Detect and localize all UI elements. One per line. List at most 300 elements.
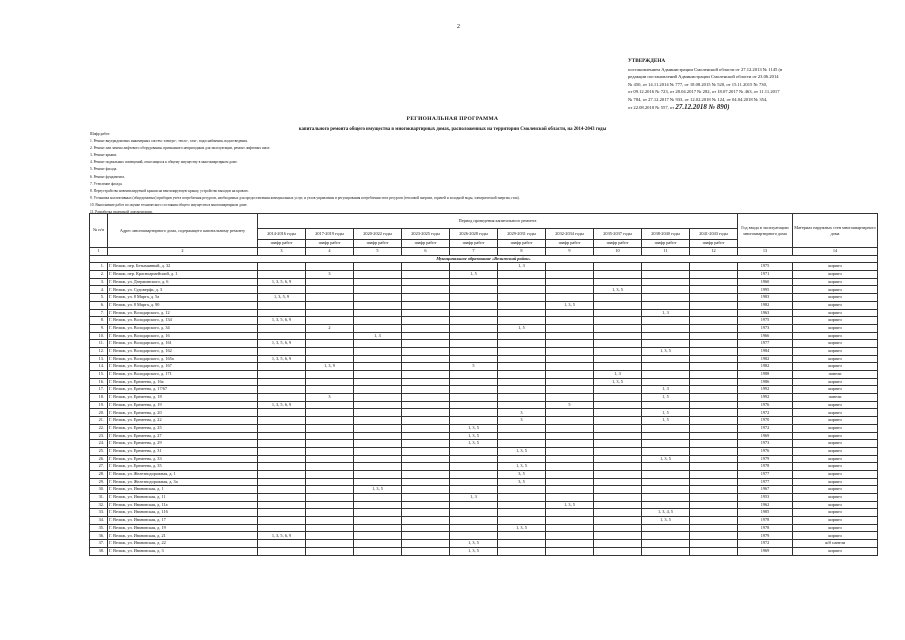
row-work-codes: 1, 3, 5 xyxy=(594,378,642,386)
row-number: 27. xyxy=(90,463,108,471)
row-number: 37. xyxy=(90,540,108,548)
row-work-codes xyxy=(450,517,498,525)
row-work-codes xyxy=(546,271,594,279)
approval-line: от 09.12.2016 № 723, от 28.04.2017 № 282, от 18.07.2017 № 463, от 11.11.2017 xyxy=(628,89,780,95)
row-address: Г. Велиж, ул. Ивановская, д. 22 xyxy=(108,540,258,548)
row-year: 1977 xyxy=(738,478,793,486)
row-work-codes xyxy=(546,547,594,555)
row-work-codes xyxy=(306,317,354,325)
row-address: Г. Велиж, ул. Еремеева, д. 20 xyxy=(108,409,258,417)
row-work-codes: 1, 3, 5 xyxy=(498,524,546,532)
row-year: 1975 xyxy=(738,317,793,325)
row-work-codes xyxy=(258,547,306,555)
row-year: 1973 xyxy=(738,324,793,332)
row-work-codes xyxy=(306,463,354,471)
row-material: кирпич xyxy=(793,470,878,478)
row-work-codes xyxy=(354,394,402,402)
works-legend-item: 7. Утепление фасада. xyxy=(90,181,123,186)
row-work-codes xyxy=(594,324,642,332)
row-work-codes xyxy=(306,432,354,440)
row-work-codes xyxy=(450,324,498,332)
row-address: Г. Велиж, ул. Еремеева, д. 27 xyxy=(108,432,258,440)
row-work-codes xyxy=(402,278,450,286)
row-number: 31. xyxy=(90,494,108,502)
row-material: кирпич xyxy=(793,424,878,432)
row-work-codes xyxy=(594,455,642,463)
table-row xyxy=(90,409,878,417)
row-work-codes: 1, 3, 5 xyxy=(450,432,498,440)
works-legend-item: 10. Выполнение работ по оценке технического состояния общего имущества в многоквартирном доме. xyxy=(90,202,248,207)
row-material: панели xyxy=(793,394,878,402)
row-year: 1960 xyxy=(738,278,793,286)
row-work-codes xyxy=(306,447,354,455)
row-year: 1963 xyxy=(738,309,793,317)
table-row xyxy=(90,547,878,555)
row-work-codes xyxy=(690,447,738,455)
row-work-codes xyxy=(354,478,402,486)
works-legend-item: 11. Разработка проектной документации. xyxy=(90,210,153,215)
row-work-codes xyxy=(258,470,306,478)
row-year: 1970 xyxy=(738,417,793,425)
row-work-codes xyxy=(546,470,594,478)
col-header-works-code: шифр работ xyxy=(546,240,594,248)
table-row xyxy=(90,532,878,540)
row-work-codes xyxy=(594,401,642,409)
row-material: кирпич xyxy=(793,263,878,271)
row-work-codes xyxy=(546,363,594,371)
row-work-codes xyxy=(642,263,690,271)
column-number: 2 xyxy=(108,248,258,256)
row-work-codes xyxy=(402,317,450,325)
row-work-codes xyxy=(354,540,402,548)
row-work-codes xyxy=(690,301,738,309)
col-header-period-range: 2014-2016 годы xyxy=(258,229,306,240)
row-work-codes xyxy=(354,547,402,555)
row-work-codes: 3 xyxy=(306,271,354,279)
row-work-codes: 1, 3, 5 xyxy=(594,286,642,294)
table-row xyxy=(90,517,878,525)
row-work-codes: 1, 5 xyxy=(450,271,498,279)
row-work-codes xyxy=(690,332,738,340)
row-address: Г. Велиж, ул. Ивановская, д. 17 xyxy=(108,517,258,525)
row-work-codes xyxy=(354,470,402,478)
row-work-codes xyxy=(642,378,690,386)
row-work-codes xyxy=(450,340,498,348)
row-work-codes xyxy=(402,524,450,532)
row-work-codes: 1, 3, 5 xyxy=(450,440,498,448)
row-work-codes xyxy=(402,347,450,355)
approval-block xyxy=(628,58,890,111)
row-work-codes xyxy=(690,278,738,286)
table-row xyxy=(90,440,878,448)
row-work-codes xyxy=(354,378,402,386)
col-header-period-range: 2020-2022 годы xyxy=(354,229,402,240)
row-work-codes xyxy=(306,532,354,540)
row-work-codes: 3, 5 xyxy=(498,470,546,478)
row-work-codes xyxy=(402,440,450,448)
row-work-codes xyxy=(498,347,546,355)
table-row xyxy=(90,271,878,279)
row-work-codes xyxy=(546,440,594,448)
col-header-address: Адрес многоквартирного дома, содержащего капитальному ремонту xyxy=(108,214,258,248)
row-work-codes xyxy=(690,355,738,363)
column-number: 6 xyxy=(402,248,450,256)
row-work-codes xyxy=(498,386,546,394)
row-work-codes xyxy=(498,332,546,340)
row-work-codes xyxy=(690,386,738,394)
row-year: 1972 xyxy=(738,540,793,548)
row-work-codes xyxy=(354,409,402,417)
row-material: панели xyxy=(793,371,878,379)
row-work-codes xyxy=(498,286,546,294)
row-work-codes xyxy=(594,440,642,448)
row-work-codes xyxy=(258,286,306,294)
approval-line: редакции постановлений Администрации Смоленской области от 23.06.2014 xyxy=(628,74,779,80)
row-work-codes xyxy=(354,447,402,455)
row-number: 32. xyxy=(90,501,108,509)
col-header-works-code: шифр работ xyxy=(258,240,306,248)
row-work-codes xyxy=(258,440,306,448)
row-work-codes xyxy=(690,486,738,494)
row-work-codes: 1, 3, 5 xyxy=(642,347,690,355)
column-number: 7 xyxy=(450,248,498,256)
row-work-codes xyxy=(306,378,354,386)
row-work-codes xyxy=(546,524,594,532)
row-work-codes: 1, 3, 5 xyxy=(642,455,690,463)
row-work-codes xyxy=(354,278,402,286)
row-work-codes xyxy=(258,524,306,532)
row-work-codes xyxy=(690,309,738,317)
col-header-works-code: шифр работ xyxy=(498,240,546,248)
row-work-codes xyxy=(258,371,306,379)
row-work-codes: 1, 5 xyxy=(642,394,690,402)
row-address: Г. Велиж, ул. Володарского, д. 165а xyxy=(108,355,258,363)
row-work-codes xyxy=(498,540,546,548)
row-work-codes xyxy=(594,294,642,302)
works-legend-item: Шифр работ: xyxy=(90,132,111,136)
row-work-codes: 1, 3, 5 xyxy=(450,547,498,555)
row-work-codes xyxy=(258,540,306,548)
row-work-codes xyxy=(354,263,402,271)
row-work-codes xyxy=(450,455,498,463)
row-material: кирпич xyxy=(793,455,878,463)
row-work-codes xyxy=(546,417,594,425)
row-address: Г. Велиж, ул. Еремеева, д. 31 xyxy=(108,447,258,455)
row-work-codes xyxy=(546,463,594,471)
row-year: 1979 xyxy=(738,532,793,540)
row-work-codes xyxy=(594,417,642,425)
row-work-codes xyxy=(354,355,402,363)
row-work-codes xyxy=(690,532,738,540)
row-material: кирпич xyxy=(793,347,878,355)
row-work-codes: 1, 3, 5, 6, 9 xyxy=(258,278,306,286)
row-work-codes xyxy=(690,263,738,271)
row-work-codes xyxy=(402,409,450,417)
table-row xyxy=(90,509,878,517)
row-work-codes xyxy=(690,409,738,417)
row-work-codes xyxy=(546,332,594,340)
row-work-codes xyxy=(306,455,354,463)
row-work-codes xyxy=(546,324,594,332)
row-work-codes xyxy=(642,324,690,332)
row-work-codes xyxy=(498,355,546,363)
table-row xyxy=(90,463,878,471)
row-work-codes: 1, 3, 5, 9 xyxy=(258,294,306,302)
row-work-codes xyxy=(402,509,450,517)
row-address: Г. Велиж, ул. Еремеева, д. 17/67 xyxy=(108,386,258,394)
row-work-codes xyxy=(546,263,594,271)
col-header-year: Год ввода в эксплуатацию многоквартирного дома xyxy=(738,214,793,248)
table-row xyxy=(90,347,878,355)
row-work-codes: 1, 3, 5 xyxy=(354,486,402,494)
row-number: 2. xyxy=(90,271,108,279)
column-number: 4 xyxy=(306,248,354,256)
col-header-period-range: 2038-2040 годы xyxy=(642,229,690,240)
row-year: 1985 xyxy=(738,509,793,517)
row-work-codes xyxy=(306,540,354,548)
row-work-codes: 1, 3, 4, 5 xyxy=(642,509,690,517)
row-work-codes xyxy=(594,540,642,548)
row-number: 7. xyxy=(90,309,108,317)
table-row xyxy=(90,494,878,502)
row-work-codes xyxy=(258,271,306,279)
row-work-codes xyxy=(306,524,354,532)
row-work-codes xyxy=(690,470,738,478)
col-header-works-code: шифр работ xyxy=(690,240,738,248)
row-work-codes xyxy=(450,317,498,325)
row-address: Г. Велиж, ул. Ивановская, д. 3 xyxy=(108,547,258,555)
row-work-codes xyxy=(546,378,594,386)
row-work-codes xyxy=(546,355,594,363)
row-material: кирпич xyxy=(793,417,878,425)
row-work-codes xyxy=(258,417,306,425)
row-work-codes xyxy=(402,401,450,409)
row-address: Г. Велиж, ул. Еремеева, д. 35 xyxy=(108,463,258,471)
row-work-codes xyxy=(402,424,450,432)
row-material: кирпич xyxy=(793,340,878,348)
row-work-codes xyxy=(354,363,402,371)
row-year: 1977 xyxy=(738,470,793,478)
row-work-codes xyxy=(498,424,546,432)
row-number: 13. xyxy=(90,355,108,363)
row-work-codes xyxy=(594,524,642,532)
table-row xyxy=(90,309,878,317)
row-address: Г. Велиж, ул. Ивановская, д. 21 xyxy=(108,532,258,540)
row-work-codes xyxy=(498,278,546,286)
row-work-codes xyxy=(450,309,498,317)
table-row xyxy=(90,371,878,379)
row-work-codes xyxy=(354,509,402,517)
row-work-codes xyxy=(450,501,498,509)
row-material: кирпич xyxy=(793,286,878,294)
row-year: 1988 xyxy=(738,371,793,379)
row-work-codes xyxy=(498,401,546,409)
row-year: 1967 xyxy=(738,486,793,494)
row-year: 1966 xyxy=(738,332,793,340)
row-work-codes xyxy=(690,271,738,279)
col-header-works-code: шифр работ xyxy=(402,240,450,248)
section-heading: Муниципальное образование «Велижский район» xyxy=(90,255,878,263)
table-row xyxy=(90,470,878,478)
row-material: кирпич xyxy=(793,447,878,455)
row-work-codes xyxy=(402,309,450,317)
row-number: 5. xyxy=(90,294,108,302)
row-address: Г. Велиж, ул. Ивановская, д. 116 xyxy=(108,509,258,517)
works-legend-item: 1. Ремонт внутридомовых инженерных систем: электро-, тепло-, газо-, водоснабжения, водоотведения. xyxy=(90,139,248,144)
table-row xyxy=(90,324,878,332)
row-material: кирпич xyxy=(793,501,878,509)
row-year: 1978 xyxy=(738,463,793,471)
row-work-codes xyxy=(450,524,498,532)
row-work-codes xyxy=(402,463,450,471)
works-legend-item: 8. Переустройство невентилируемой крыши на вентилируемую крышу, устройство выходов на кровлю. xyxy=(90,188,249,193)
row-work-codes xyxy=(258,494,306,502)
row-work-codes xyxy=(258,409,306,417)
row-work-codes xyxy=(690,540,738,548)
row-work-codes xyxy=(546,478,594,486)
row-work-codes: 1, 3 xyxy=(642,309,690,317)
row-work-codes xyxy=(402,355,450,363)
row-work-codes xyxy=(402,447,450,455)
row-work-codes xyxy=(498,309,546,317)
row-work-codes xyxy=(450,378,498,386)
row-work-codes: 1, 3 xyxy=(594,371,642,379)
row-work-codes xyxy=(306,309,354,317)
row-address: Г. Велиж, ул. Володарского, д. 162 xyxy=(108,347,258,355)
row-year: 1976 xyxy=(738,401,793,409)
row-work-codes: 1, 3, 5, 6, 9 xyxy=(258,532,306,540)
row-work-codes xyxy=(642,532,690,540)
row-work-codes xyxy=(306,501,354,509)
row-work-codes xyxy=(594,517,642,525)
row-work-codes xyxy=(546,509,594,517)
row-work-codes xyxy=(498,547,546,555)
row-material: кирпич xyxy=(793,271,878,279)
row-address: Г. Велиж, ул. Еремеева, д. 29 xyxy=(108,440,258,448)
row-year: 1984 xyxy=(738,347,793,355)
row-work-codes xyxy=(690,455,738,463)
row-work-codes xyxy=(594,355,642,363)
row-address: Г. Велиж, ул. Еремеева, д. 22 xyxy=(108,417,258,425)
row-work-codes xyxy=(498,440,546,448)
row-year: 1992 xyxy=(738,386,793,394)
row-work-codes xyxy=(306,486,354,494)
row-number: 6. xyxy=(90,301,108,309)
row-work-codes xyxy=(642,371,690,379)
row-work-codes xyxy=(594,271,642,279)
table-row xyxy=(90,455,878,463)
row-work-codes xyxy=(450,447,498,455)
row-work-codes xyxy=(402,301,450,309)
row-work-codes xyxy=(450,332,498,340)
row-work-codes xyxy=(594,332,642,340)
row-number: 23. xyxy=(90,432,108,440)
row-material: кирпич xyxy=(793,301,878,309)
row-address: Г. Велиж, ул. Володарского, д. 171 xyxy=(108,371,258,379)
row-number: 11. xyxy=(90,340,108,348)
row-number: 8. xyxy=(90,317,108,325)
row-address: Г. Велиж, ул. Еремеева, д. 25 xyxy=(108,424,258,432)
row-material: кирпич xyxy=(793,401,878,409)
row-work-codes xyxy=(498,363,546,371)
row-work-codes xyxy=(546,486,594,494)
row-work-codes xyxy=(450,286,498,294)
row-work-codes xyxy=(546,294,594,302)
document-subtitle: капитального ремонта общего имущества в многоквартирных домах, расположенных на территории Смоленской области, на 2014-2043 годы xyxy=(298,127,607,132)
row-work-codes xyxy=(642,470,690,478)
row-work-codes xyxy=(354,417,402,425)
row-work-codes xyxy=(690,524,738,532)
col-header-material: Материал наружных стен многоквартирного дома xyxy=(793,214,878,248)
row-work-codes xyxy=(690,294,738,302)
row-work-codes xyxy=(258,447,306,455)
row-work-codes xyxy=(594,532,642,540)
row-work-codes xyxy=(354,524,402,532)
row-work-codes xyxy=(354,494,402,502)
row-address: Г. Велиж, ул. Володарского, д. 161 xyxy=(108,340,258,348)
row-address: Г. Велиж, ул. Еремеева, д. 18 xyxy=(108,394,258,402)
table-row xyxy=(90,417,878,425)
row-work-codes xyxy=(258,432,306,440)
col-header-works-code: шифр работ xyxy=(642,240,690,248)
row-work-codes xyxy=(690,547,738,555)
col-header-works-code: шифр работ xyxy=(354,240,402,248)
row-number: 30. xyxy=(90,486,108,494)
row-work-codes xyxy=(594,447,642,455)
row-work-codes xyxy=(594,317,642,325)
repair-schedule-table xyxy=(89,213,878,556)
row-work-codes xyxy=(354,401,402,409)
col-header-period-range: 2017-2019 годы xyxy=(306,229,354,240)
row-work-codes xyxy=(594,470,642,478)
approval-line xyxy=(628,104,890,112)
row-work-codes xyxy=(498,301,546,309)
row-work-codes: 1, 3, 5 xyxy=(498,463,546,471)
works-legend xyxy=(90,131,520,216)
row-work-codes xyxy=(642,340,690,348)
row-work-codes xyxy=(354,309,402,317)
table-row xyxy=(90,540,878,548)
col-header-period-range: 2026-2028 годы xyxy=(450,229,498,240)
row-address: Г. Велиж, ул. Судоверфь, д. 3 xyxy=(108,286,258,294)
col-header-period-range: 2032-2034 годы xyxy=(546,229,594,240)
row-work-codes xyxy=(402,470,450,478)
row-work-codes xyxy=(306,470,354,478)
row-work-codes xyxy=(690,317,738,325)
table-row xyxy=(90,332,878,340)
row-work-codes xyxy=(306,386,354,394)
row-work-codes xyxy=(450,386,498,394)
row-work-codes xyxy=(402,517,450,525)
row-work-codes xyxy=(402,540,450,548)
row-material: кирпич xyxy=(793,517,878,525)
row-work-codes xyxy=(354,424,402,432)
row-work-codes xyxy=(258,463,306,471)
row-address: Г. Велиж, ул. Железнодорожная, д. 3а xyxy=(108,478,258,486)
row-number: 25. xyxy=(90,447,108,455)
row-number: 12. xyxy=(90,347,108,355)
row-number: 4. xyxy=(90,286,108,294)
row-work-codes xyxy=(546,317,594,325)
row-number: 15. xyxy=(90,371,108,379)
row-address: Г. Велиж, ул. Железнодорожная, д. 1 xyxy=(108,470,258,478)
row-work-codes xyxy=(498,340,546,348)
row-address: Г. Велиж, ул. Еремеева, д. 16а xyxy=(108,378,258,386)
row-work-codes xyxy=(546,394,594,402)
row-work-codes xyxy=(546,309,594,317)
row-material: кирпич xyxy=(793,494,878,502)
row-work-codes xyxy=(642,494,690,502)
